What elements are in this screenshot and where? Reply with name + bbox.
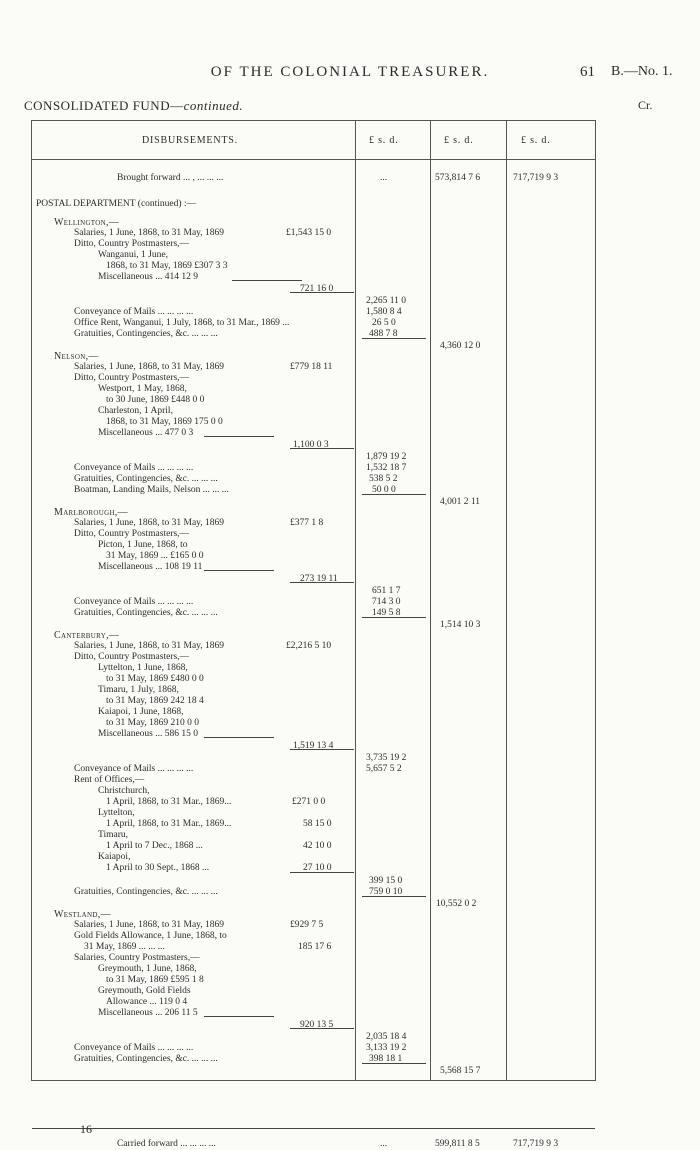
table-line: £2,216 5 10 [286,641,332,651]
table-line: Miscellaneous ... 108 19 11 [98,562,203,572]
district-heading: Westland,— [54,909,111,920]
table-line: 1 April to 30 Sept., 1868 ... [106,863,210,873]
table-line: Gratuities, Contingencies, &c. ... ... ... [74,474,218,484]
sum-rule [232,280,302,281]
column-header-amount-2: £ s. d. [444,135,474,146]
table-line: Greymouth, Gold Fields [98,986,191,996]
table-line: 920 13 5 [300,1020,334,1030]
column-divider [430,121,431,1080]
table-line: ... [380,173,388,183]
table-line: 399 15 0 [369,876,403,886]
credit-side-label: Cr. [638,98,653,112]
table-line: Picton, 1 June, 1868, to [98,540,188,550]
page-number: 61 [580,64,595,80]
table-line: Wanganui, 1 June, [98,250,168,260]
table-line: to 31 May, 1869 £595 1 8 [106,975,204,985]
sum-rule [204,570,274,571]
table-line: 538 5 2 [369,474,398,484]
table-line: 185 17 6 [298,942,332,952]
column-divider [355,121,356,1080]
table-line: ... [380,1139,388,1149]
table-line: Gratuities, Contingencies, &c. ... ... ... [74,1054,218,1064]
table-line: 714 3 0 [372,597,401,607]
carried-forward-rule [32,1128,595,1129]
table-line: 717,719 9 3 [513,1139,559,1149]
table-line: Office Rent, Wanganui, 1 July, 1868, to 31 Mar., 1869 ... [74,318,290,328]
table-line: 27 10 0 [303,863,332,873]
table-line: 42 10 0 [303,841,332,851]
table-line: £929 7 5 [290,920,324,930]
table-line: Conveyance of Mails ... ... ... ... [74,597,194,607]
table-line: 1,100 0 3 [293,440,329,450]
table-line: 1,879 19 2 [366,452,407,462]
column-header-description: DISBURSEMENTS. [142,135,238,146]
table-line: 58 15 0 [303,819,332,829]
table-line: Miscellaneous ... 586 15 0 [98,729,199,739]
table-line: Lyttelton, [98,808,135,818]
table-line: 1,519 13 4 [293,741,334,751]
table-line: 1 April to 7 Dec., 1868 ... [106,841,203,851]
table-line: Carried forward ... ... ... ... [117,1139,216,1149]
table-line: Salaries, Country Postmasters,— [74,953,200,963]
table-line: 3,133 19 2 [366,1043,407,1053]
table-line: Salaries, 1 June, 1868, to 31 May, 1869 [74,518,225,528]
table-line: Ditto, Country Postmasters,— [74,652,190,662]
table-line: 4,360 12 0 [440,341,481,351]
disbursements-table [31,120,596,1149]
sum-rule [362,896,426,897]
sum-rule [362,338,426,339]
table-line: to 31 May, 1869 £480 0 0 [106,674,204,684]
district-heading: Marlborough,— [54,507,128,518]
sum-rule [204,737,274,738]
fund-continued: continued. [183,98,244,113]
table-line: 5,568 15 7 [440,1066,481,1076]
fund-heading [24,98,243,114]
table-line: 717,719 9 3 [513,173,559,183]
table-line: 2,265 11 0 [366,296,407,306]
table-line: Lyttelton, 1 June, 1868, [98,663,188,673]
table-line: 651 1 7 [372,586,401,596]
table-line: Ditto, Country Postmasters,— [74,239,190,249]
table-line: 1 April, 1868, to 31 Mar., 1869... [106,797,232,807]
sum-rule [290,749,354,750]
table-line: Christchurch, [98,786,150,796]
column-divider [506,121,507,1080]
table-line: Conveyance of Mails ... ... ... ... [74,1043,194,1053]
table-line: 398 18 1 [369,1054,403,1064]
sum-rule [290,292,354,293]
sum-rule [362,494,426,495]
table-line: 10,552 0 2 [436,899,477,909]
table-line: Conveyance of Mails ... ... ... ... [74,764,194,774]
table-line: Ditto, Country Postmasters,— [74,373,190,383]
table-line: 3,735 19 2 [366,753,407,763]
table-line: Allowance ... 119 0 4 [106,997,188,1007]
sum-rule [290,1028,354,1029]
table-line: Salaries, 1 June, 1868, to 31 May, 1869 [74,362,225,372]
table-line: Westport, 1 May, 1868, [98,384,187,394]
table-line: Salaries, 1 June, 1868, to 31 May, 1869 [74,228,225,238]
table-line: Conveyance of Mails ... ... ... ... [74,463,194,473]
table-line: 31 May, 1869 ... £165 0 0 [106,551,204,561]
fund-name: CONSOLIDATED FUND— [24,98,184,113]
sum-rule [204,1016,274,1017]
table-line: £1,543 15 0 [286,228,332,238]
sum-rule [362,1063,426,1064]
sum-rule [362,617,426,618]
table-line: 1,514 10 3 [440,620,481,630]
sum-rule [290,872,354,873]
table-line: 50 0 0 [372,485,396,495]
table-line: 273 19 11 [300,574,338,584]
table-line: Kaiapoi, 1 June, 1868, [98,707,184,717]
sum-rule [204,436,274,437]
table-line: Conveyance of Mails ... ... ... ... [74,307,194,317]
table-line: 31 May, 1869 ... ... ... [84,942,165,952]
sum-rule [290,448,354,449]
table-line: Gratuities, Contingencies, &c. ... ... ... [74,887,218,897]
table-line: 1868, to 31 May, 1869 175 0 0 [106,417,223,427]
sum-rule [290,582,354,583]
table-line: Greymouth, 1 June, 1868, [98,964,197,974]
document-reference: B.—No. 1. [611,64,673,79]
table-line: Salaries, 1 June, 1868, to 31 May, 1869 [74,920,225,930]
table-line: to 31 May, 1869 210 0 0 [106,718,200,728]
table-line: Charleston, 1 April, [98,406,173,416]
table-line: Brought forward ... , ... ... ... [117,173,224,183]
table-line: £271 0 0 [292,797,326,807]
table-line: 26 5 0 [372,318,396,328]
table-line: Timaru, [98,830,129,840]
header-rule [32,159,595,160]
district-heading: Wellington,— [54,217,120,228]
table-line: 1868, to 31 May, 1869 £307 3 3 [106,261,228,271]
table-line: 1,532 18 7 [366,463,407,473]
table-line: 759 0 10 [369,887,403,897]
footer-page-number: 16 [80,1122,92,1136]
table-line: £779 18 11 [290,362,333,372]
table-line: Boatman, Landing Mails, Nelson ... ... ... [74,485,229,495]
table-line: to 31 May, 1869 242 18 4 [106,696,204,706]
table-line: Rent of Offices,— [74,775,145,785]
table-line: 2,035 18 4 [366,1032,407,1042]
district-heading: Canterbury,— [54,630,120,641]
column-header-amount-1: £ s. d. [369,135,399,146]
table-line: 5,657 5 2 [366,764,402,774]
table-line: Gratuities, Contingencies, &c. ... ... ... [74,329,218,339]
table-line: Gratuities, Contingencies, &c. ... ... ... [74,608,218,618]
table-line: Salaries, 1 June, 1868, to 31 May, 1869 [74,641,225,651]
table-line: 573,814 7 6 [435,173,481,183]
table-line: 4,001 2 11 [440,497,481,507]
table-line: Miscellaneous ... 477 0 3 [98,428,194,438]
column-header-amount-3: £ s. d. [521,135,551,146]
table-line: £377 1 8 [290,518,324,528]
table-line: 488 7 8 [369,329,398,339]
table-line: 721 16 0 [300,284,334,294]
district-heading: Nelson,— [54,351,99,362]
table-line: Miscellaneous ... 414 12 9 [98,272,199,282]
table-line: Timaru, 1 July, 1868, [98,685,179,695]
table-line: 599,811 8 5 [435,1139,480,1149]
table-line: Gold Fields Allowance, 1 June, 1868, to [74,931,227,941]
page-title: OF THE COLONIAL TREASURER. [210,64,490,80]
table-line: Ditto, Country Postmasters,— [74,529,190,539]
table-line: POSTAL DEPARTMENT (continued) :— [36,199,197,209]
table-line: 1,580 8 4 [366,307,402,317]
table-line: 1 April, 1868, to 31 Mar., 1869... [106,819,232,829]
table-line: Miscellaneous ... 206 11 5 [98,1008,198,1018]
table-line: 149 5 8 [372,608,401,618]
table-line: Kaiapoi, [98,852,131,862]
table-line: to 30 June, 1869 £448 0 0 [106,395,205,405]
